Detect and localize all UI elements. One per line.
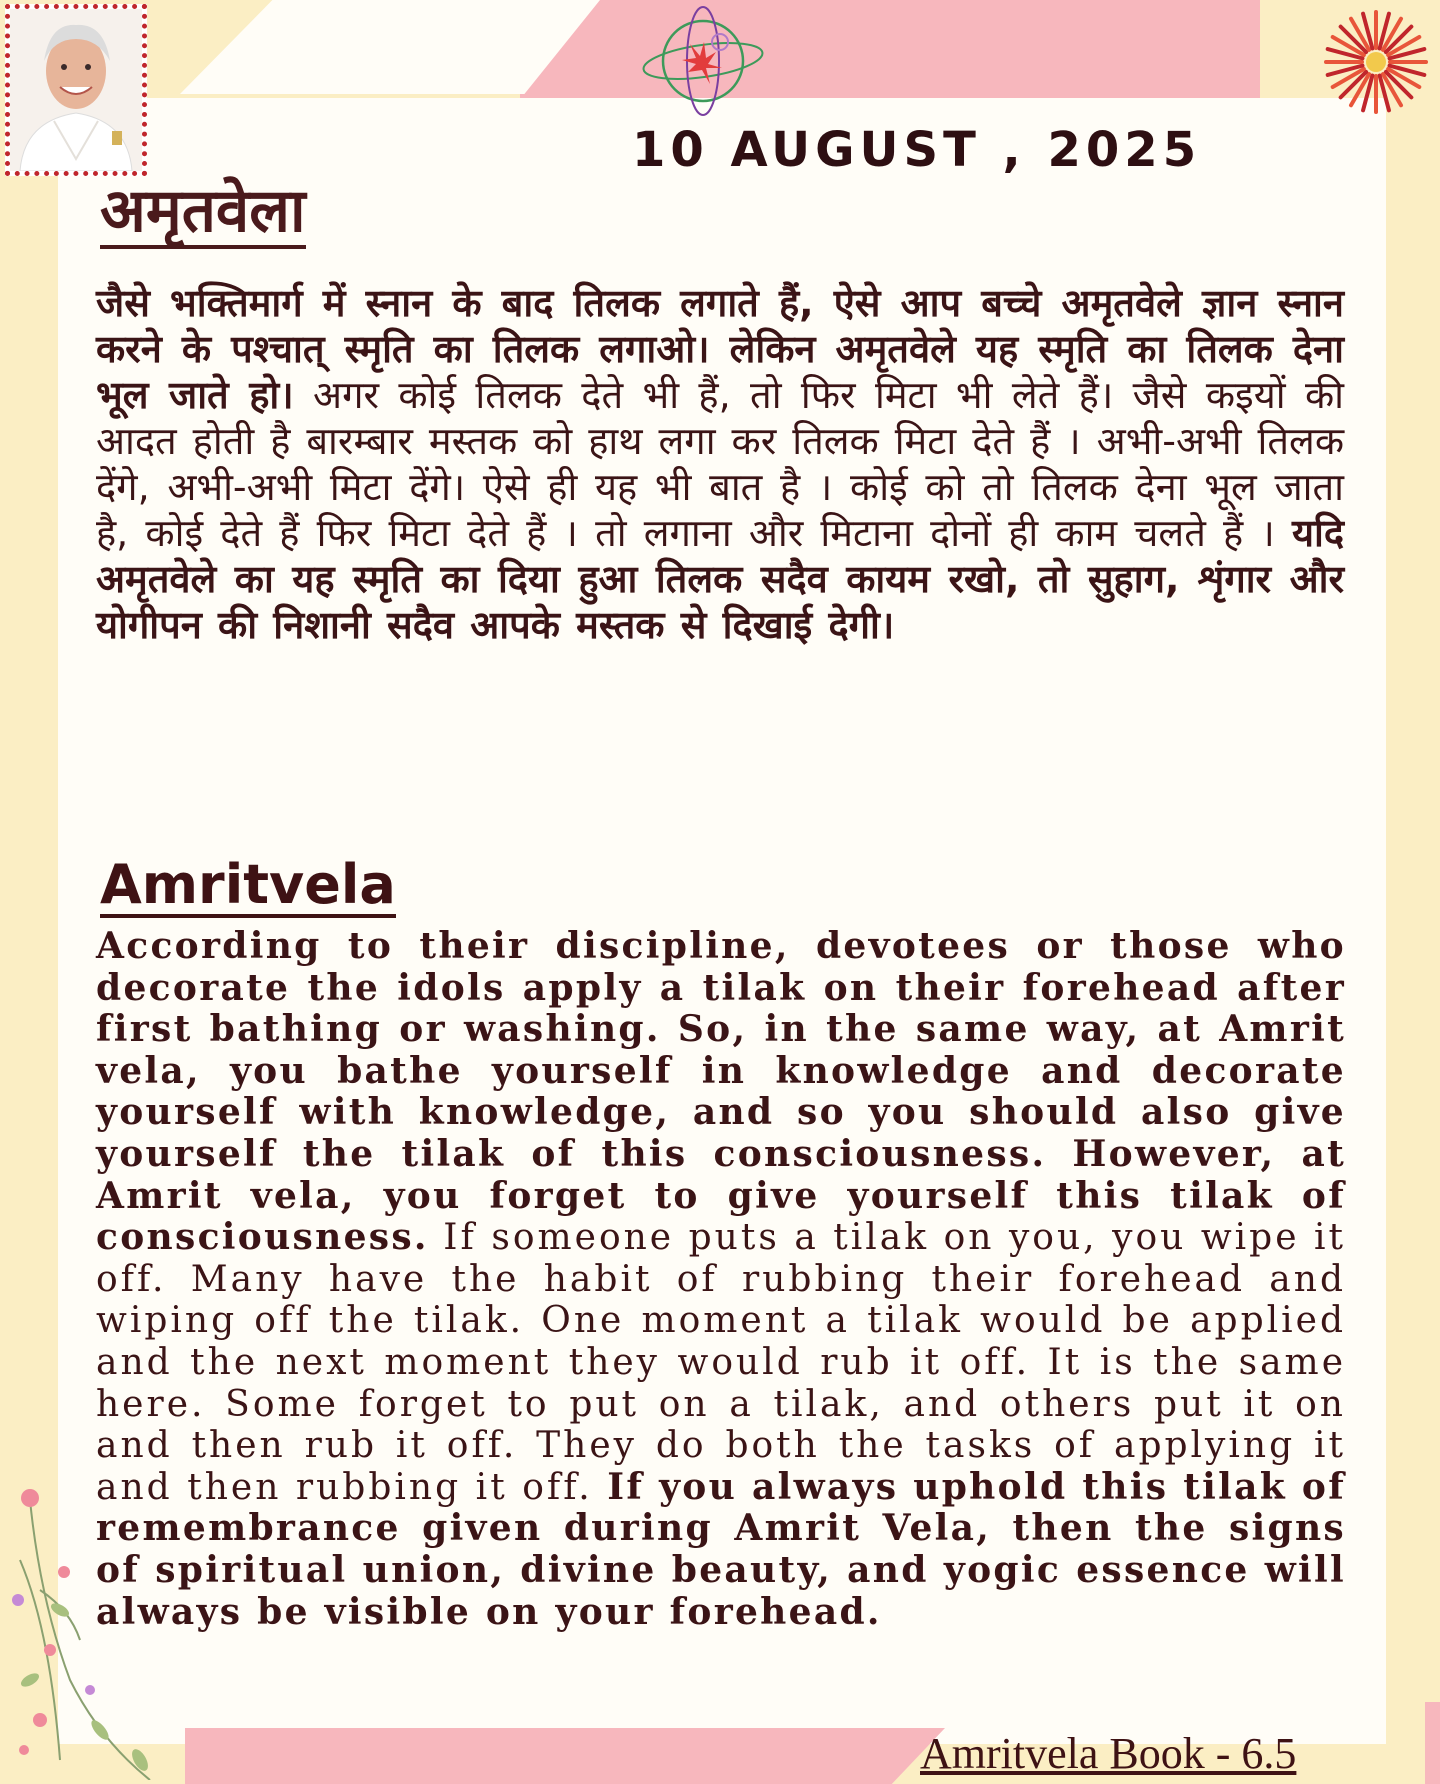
hindi-bold-text-2: यदि अमृतवेले का यह स्मृति का दिया हुआ तिलक सदैव कायम रखो, तो सुहाग, शृंगार और योगीपन की निशानी सदैव आपके मस्तक से दिखाई देगी। (96, 511, 1344, 647)
english-heading: Amritvela (100, 855, 396, 918)
portrait-photo (5, 4, 147, 176)
english-paragraph (96, 926, 1346, 1633)
hindi-heading: अमृतवेला (100, 180, 306, 249)
top-pink-banner (520, 0, 1260, 98)
hindi-normal-text: अगर कोई तिलक देते भी हैं, तो फिर मिटा भी लेते हैं। जैसे कइयों की आदत होती है बारम्बार मस्तक को हाथ लगा कर तिलक मिटा देते हैं । अभी-अभी तिलक देंगे, अभी-अभी मिटा देंगे। ऐसे ही यह भी बात है । कोई को तो तिलक देना भूल जाता है, कोई देते हैं फिर मिटा देते हैं । तो लगाना और मिटाना दोनों ही काम चलते हैं । (96, 373, 1344, 555)
portrait-icon (10, 9, 142, 171)
english-bold-text-2: If you always uphold this tilak of remembrance given during Amrit Vela, then the signs of spiritual union, divine beauty, and yogic essence will always be visible on your forehead. (96, 1465, 1346, 1633)
sunburst-icon (1322, 8, 1430, 116)
bottom-pink-stripe (1425, 1702, 1440, 1784)
hindi-bold-text-1: जैसे भक्तिमार्ग में स्नान के बाद तिलक लगाते हैं, ऐसे आप बच्चे अमृतवेले ज्ञान स्नान करने के पश्चात् स्मृति का तिलक लगाओ। लेकिन अमृतवेले यह स्मृति का तिलक देना भूल जाते हो। (96, 281, 1344, 417)
english-bold-text-1: According to their discipline, devotees or those who decorate the idols apply a tilak on their forehead after first bathing or washing. So, in the same way, at Amrit vela, you bathe yourself in knowledge and decorate yourself with knowledge, and so you should also give yourself the tilak of this consciousness. However, at Amrit vela, you forget to give yourself this tilak of consciousness. (96, 925, 1346, 1259)
date-heading: 10 AUGUST , 2025 (632, 122, 1202, 178)
book-reference: Amritvela Book - 6.5 (920, 1729, 1297, 1778)
bottom-pink-band (185, 1728, 945, 1784)
hindi-paragraph (96, 280, 1344, 648)
english-normal-text: If someone puts a tilak on you, you wipe it off. Many have the habit of rubbing their forehead and wiping off the tilak. One moment a tilak would be applied and the next moment they would rub it off. It is the same here. Some forget to put on a tilak, and others put it on and then rub it off. They do both the tasks of applying it and then rubbing it off. (96, 1217, 1346, 1508)
globe-logo-icon (640, 2, 766, 120)
